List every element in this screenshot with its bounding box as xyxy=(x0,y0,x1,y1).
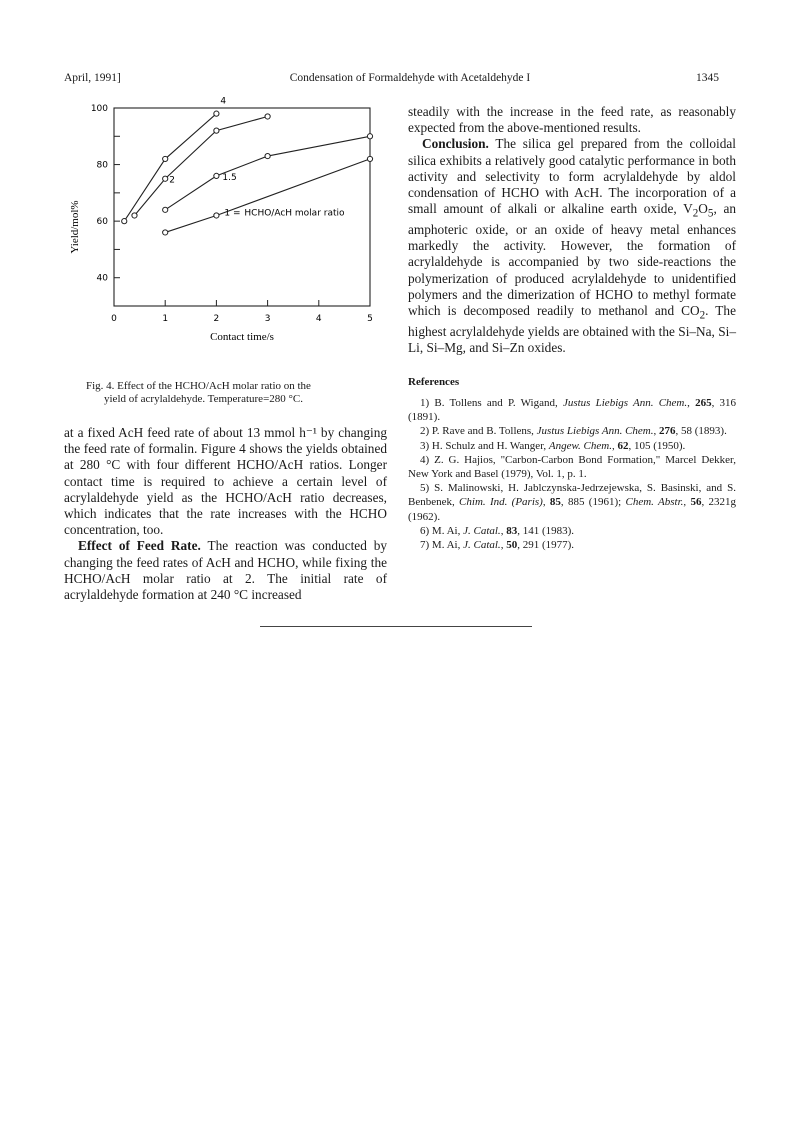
data-point xyxy=(163,207,168,212)
data-point xyxy=(163,156,168,161)
x-tick-label: 3 xyxy=(264,314,271,324)
reference-a: 3) H. Schulz and H. Wanger, xyxy=(420,439,549,452)
reference-c: , 316 (1891). xyxy=(408,397,737,424)
reference-item xyxy=(408,424,736,438)
reference-vol: 50 xyxy=(506,539,518,552)
paragraph-conclusion xyxy=(408,136,736,356)
y-tick-label: 80 xyxy=(96,160,108,171)
series-line-3 xyxy=(165,159,370,233)
reference-journal: J. Catal. xyxy=(463,524,501,537)
data-point xyxy=(265,114,270,119)
data-point xyxy=(367,134,372,139)
right-column-text xyxy=(408,104,736,356)
reference-b: , xyxy=(500,539,507,552)
subscript-2-co2: 2 xyxy=(699,309,706,322)
reference-vol: 62 xyxy=(617,439,629,452)
data-point xyxy=(163,176,168,181)
reference-journal: Angew. Chem. xyxy=(548,439,612,452)
conclusion-text-c: , an amphoteric oxide, or an oxide of heavy metal enhances markedly the activity. However, the formation of acrylaldehyde is accompanied by two side-reactions the polymerization of produced acrylaldehyde to unidentified polymers and the dimerization of HCHO to methyl formate which is decomposed readily to methanol and CO xyxy=(408,201,736,319)
reference-item xyxy=(408,481,736,524)
reference-journal2: Chem. Abstr. xyxy=(625,496,684,509)
series-line-0 xyxy=(124,114,216,221)
series-line-1 xyxy=(134,116,267,215)
references-heading: References xyxy=(408,376,460,388)
reference-a: 1) B. Tollens and P. Wigand, xyxy=(420,397,563,409)
reference-c: , 141 (1983). xyxy=(517,524,575,537)
paragraph-contact-time: at a fixed AcH feed rate of about 13 mmol h⁻¹ by changing the feed rate of formalin. Figure 4 shows the yields obtained at 280 °C with four different HCHO/AcH ratios. Longer contact time is required to achieve a certain level of acrylaldehyde yield as the HCHO/AcH ratio decreases, which indicates that the rate increases with the HCHO concentration, too. xyxy=(64,425,387,538)
x-tick-label: 1 xyxy=(162,314,169,324)
subscript-2: 2 xyxy=(692,207,699,220)
series-label: 4 xyxy=(220,96,227,107)
x-tick-label: 5 xyxy=(367,314,373,324)
caption-line-2: yield of acrylaldehyde. Temperature=280 °C. xyxy=(104,393,304,405)
reference-vol: 83 xyxy=(506,524,518,537)
data-point xyxy=(214,213,219,218)
reference-a: 7) M. Ai, xyxy=(420,539,464,552)
running-header-title: Condensation of Formaldehyde with Acetaldehyde I xyxy=(289,72,531,84)
y-tick-label: 60 xyxy=(96,217,108,228)
x-axis-label: Contact time/s xyxy=(210,331,274,343)
data-point xyxy=(265,153,270,158)
reference-a: 4) Z. G. Hajios, "Carbon-Carbon Bond Formation," Marcel Dekker, New York and Basel (1979), Vol. 1, p. 1. xyxy=(408,453,736,481)
data-point xyxy=(367,156,372,161)
reference-a: 6) M. Ai, xyxy=(420,524,464,537)
reference-vol: 276 xyxy=(659,425,676,438)
reference-item xyxy=(408,439,736,453)
series-label: 1.5 xyxy=(222,172,237,183)
reference-a: 2) P. Rave and B. Tollens, xyxy=(420,425,537,438)
reference-vol: 85 xyxy=(549,496,561,509)
reference-item xyxy=(408,396,736,424)
reference-item xyxy=(408,524,736,538)
y-axis-label: Yield/mol% xyxy=(69,200,81,254)
feed-rate-text: The reaction was conducted by changing the feed rates of AcH and HCHO, while fixing the HCHO/AcH molar ratio at 2. The initial rate of acrylaldehyde formation at 240 °C increased xyxy=(64,538,387,603)
reference-c: , 885 (1961); xyxy=(560,496,626,509)
reference-c: , 291 (1977). xyxy=(517,539,575,552)
paragraph-feed-rate-continued: steadily with the increase in the feed rate, as reasonably expected from the above-mentioned results. xyxy=(408,104,736,136)
reference-d: , xyxy=(683,496,691,509)
subscript-5: 5 xyxy=(707,207,714,220)
reference-journal: Justus Liebigs Ann. Chem. xyxy=(562,397,688,409)
yield-vs-contact-time-chart xyxy=(60,96,390,371)
reference-b: , xyxy=(542,496,550,509)
reference-b: , xyxy=(611,439,618,452)
reference-b: , xyxy=(500,524,507,537)
reference-item xyxy=(408,538,736,552)
x-tick-label: 2 xyxy=(213,314,220,324)
y-tick-label: 100 xyxy=(90,104,108,114)
conclusion-text-d: . The highest acrylaldehyde yields are obtained with the Si–Na, Si–Li, Si–Mg, and Si–Zn oxides. xyxy=(408,303,736,356)
heading-conclusion: Conclusion. xyxy=(422,136,489,152)
heading-feed-rate: Effect of Feed Rate. xyxy=(78,538,201,554)
conclusion-text-b: O xyxy=(698,201,708,217)
x-tick-label: 0 xyxy=(111,314,117,324)
data-point xyxy=(214,173,219,178)
series-label: 2 xyxy=(169,175,175,186)
plot-frame xyxy=(114,108,370,306)
references-list xyxy=(408,396,736,552)
figure-caption xyxy=(86,380,386,406)
reference-b: , xyxy=(687,397,696,409)
running-header-date: April, 1991] xyxy=(64,72,121,84)
reference-item xyxy=(408,453,736,481)
reference-vol2: 56 xyxy=(690,496,702,509)
page-number: 1345 xyxy=(696,72,719,84)
reference-vol: 265 xyxy=(695,397,712,409)
reference-c: , 105 (1950). xyxy=(628,439,686,452)
data-point xyxy=(214,111,219,116)
data-point xyxy=(122,219,127,224)
reference-c: , 58 (1893). xyxy=(675,425,727,438)
series-label: 1 = xyxy=(224,208,241,219)
reference-e: , 2321g (1962). xyxy=(408,496,737,523)
conclusion-text-a: The silica gel prepared from the colloidal silica exhibits a relatively good catalytic performance in both activity and selectivity to form acrylaldehyde by aldol condensation of HCHO with AcH. The incorporation of a small amount of alkali or alkaline earth oxide, V xyxy=(408,136,736,217)
series-line-2 xyxy=(165,136,370,210)
reference-a: 5) S. Malinowski, H. Jablczynska-Jedrzejewska, S. Basinski, and S. Benbenek, xyxy=(408,482,736,509)
chart-annotation: HCHO/AcH molar ratio xyxy=(244,208,345,219)
x-tick-label: 4 xyxy=(315,314,322,324)
reference-journal: Chim. Ind. (Paris) xyxy=(459,496,543,509)
end-rule xyxy=(260,626,532,627)
y-tick-label: 40 xyxy=(96,273,108,284)
reference-b: , xyxy=(653,425,659,438)
left-column-text xyxy=(64,425,387,603)
data-point xyxy=(132,213,137,218)
caption-line-1: Fig. 4. Effect of the HCHO/AcH molar ratio on the xyxy=(86,380,311,392)
paragraph-feed-rate xyxy=(64,538,387,603)
reference-journal: Justus Liebigs Ann. Chem. xyxy=(536,425,654,438)
reference-journal: J. Catal. xyxy=(463,539,501,552)
data-point xyxy=(163,230,168,235)
data-point xyxy=(214,128,219,133)
